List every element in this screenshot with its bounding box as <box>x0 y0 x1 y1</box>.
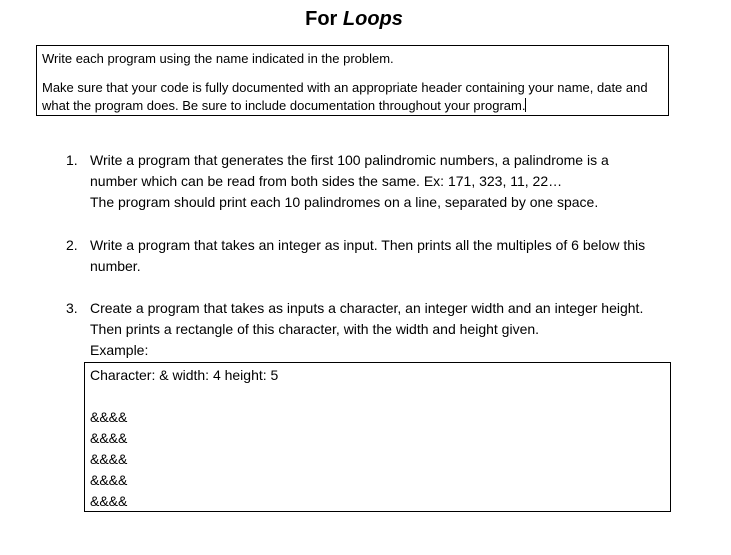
example-row: &&&& <box>90 430 128 446</box>
example-row: &&&& <box>90 409 128 425</box>
question-1 <box>66 150 656 213</box>
example-header: Character: & width: 4 height: 5 <box>90 367 279 383</box>
question-text: Write a program that takes an integer as input. Then prints all the multiples of 6 below this number. <box>90 237 646 274</box>
question-text: Create a program that takes as inputs a character, an integer width and an integer height. Then prints a rectangle of this character, with the width and height given. <box>90 300 644 337</box>
page-title <box>0 8 708 31</box>
example-label: Example: <box>90 342 149 358</box>
question-text-continued: The program should print each 10 palindromes on a line, separated by one space. <box>90 194 599 210</box>
example-box <box>84 362 671 512</box>
instruction-line-2-text: Make sure that your code is fully documented with an appropriate header containing your name, date and what the program does. Be sure to include documentation throughout your program. <box>42 80 648 113</box>
question-number: 1. <box>66 152 78 168</box>
title-emphasis: Loops <box>342 8 403 30</box>
question-number: 2. <box>66 237 78 253</box>
instruction-line-2 <box>42 79 663 115</box>
question-3 <box>66 298 656 361</box>
example-row: &&&& <box>90 472 128 488</box>
example-row: &&&& <box>90 451 128 467</box>
example-row: &&&& <box>90 493 128 509</box>
text-cursor <box>525 98 526 112</box>
instruction-line-1: Write each program using the name indicated in the problem. <box>42 51 394 66</box>
question-number: 3. <box>66 300 78 316</box>
question-text: Write a program that generates the first 100 palindromic numbers, a palindrome is a number which can be read from both sides the same. Ex: 171, 323, 11, 22… <box>90 152 609 189</box>
title-plain: For <box>305 8 343 30</box>
question-2 <box>66 235 656 277</box>
instructions-box[interactable] <box>36 45 669 116</box>
example-blank-line <box>90 386 665 407</box>
